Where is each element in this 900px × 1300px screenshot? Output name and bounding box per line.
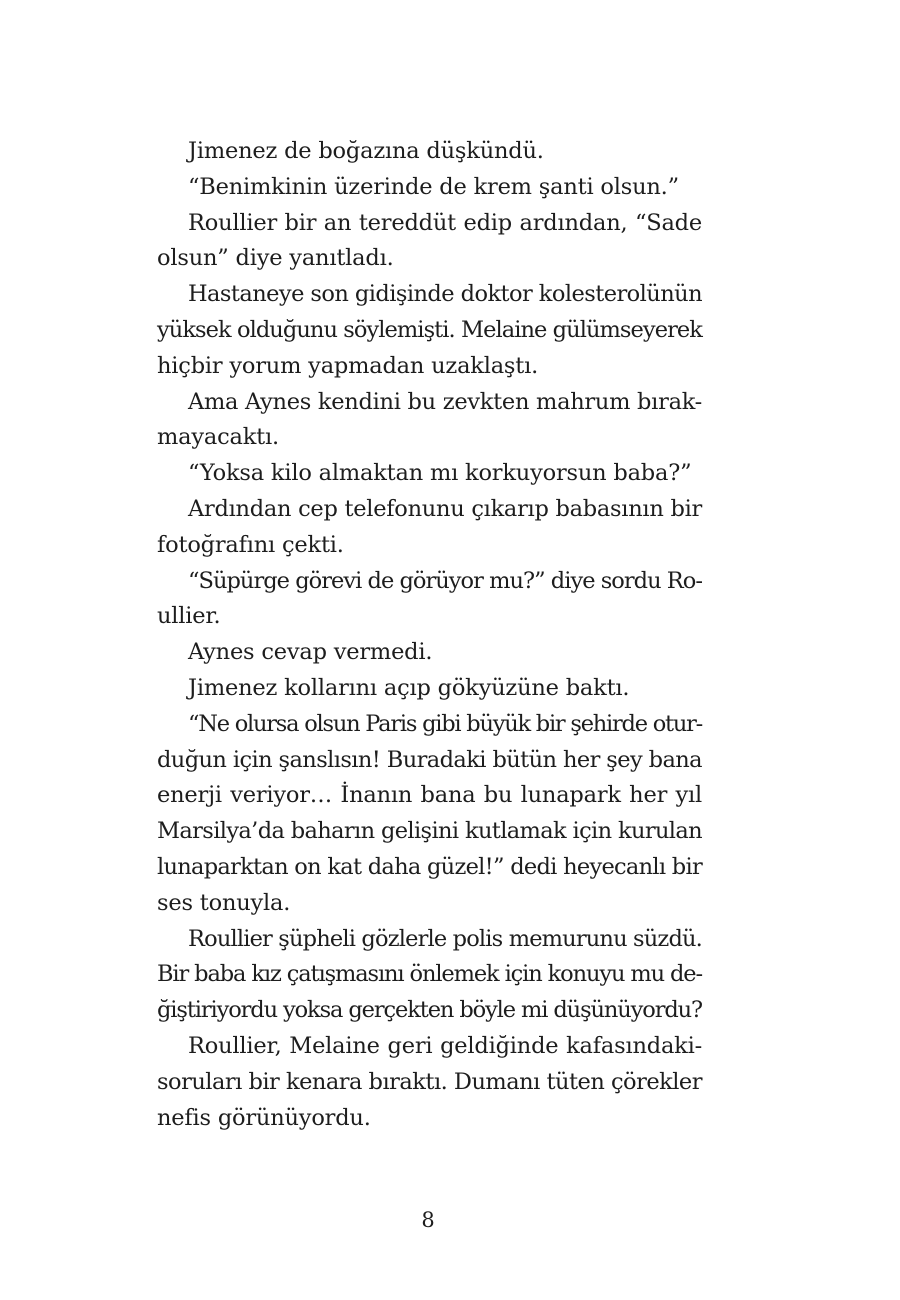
text-line: Ardından cep telefonunu çıkarıp babasının bir — [188, 495, 702, 522]
text-line: Ama Aynes kendini bu zevkten mahrum bırak- — [188, 388, 702, 415]
text-line: Hastaneye son gidişinde doktor kolesterolünün — [188, 281, 702, 308]
text-line: ullier. — [157, 603, 221, 630]
text-line: ses tonuyla. — [157, 889, 291, 916]
text-line: olsun” diye yanıtladı. — [157, 245, 394, 272]
text-line: duğun için şanslısın! Buradaki bütün her şey bana — [157, 746, 702, 773]
text-line: “Süpürge görevi de görüyor mu?” diye sordu Ro- — [188, 567, 702, 594]
text-line: enerji veriyor… İnanın bana bu lunapark her yıl — [157, 782, 702, 809]
text-line: yüksek olduğunu söylemişti. Melaine gülümseyerek — [157, 316, 702, 343]
text-line: ğiştiriyordu yoksa gerçekten böyle mi düşünüyordu? — [157, 997, 702, 1024]
text-line: Roullier, Melaine geri geldiğinde kafasındaki- — [188, 1032, 702, 1059]
text-line: “Ne olursa olsun Paris gibi büyük bir şehirde otur- — [188, 710, 702, 737]
text-line: soruları bir kenara bıraktı. Dumanı tüten çörekler — [157, 1068, 702, 1095]
text-line: Jimenez de boğazına düşkündü. — [188, 138, 544, 164]
page-number: 8 — [421, 1208, 435, 1232]
text-line: Roullier şüpheli gözlerle polis memurunu süzdü. — [188, 925, 702, 952]
text-line: fotoğrafını çekti. — [157, 531, 344, 558]
body-text — [157, 134, 702, 1136]
text-line: lunaparktan on kat daha güzel!” dedi heyecanlı bir — [157, 853, 702, 880]
text-line: “Yoksa kilo almaktan mı korkuyorsun baba?” — [188, 460, 692, 487]
text-line: Roullier bir an tereddüt edip ardından, “Sade — [188, 209, 702, 236]
text-line: “Benimkinin üzerinde de krem şanti olsun.” — [188, 173, 679, 200]
text-line: Bir baba kız çatışmasını önlemek için konuyu mu de- — [157, 961, 702, 988]
text-line: hiçbir yorum yapmadan uzaklaştı. — [157, 352, 539, 379]
text-line: Jimenez kollarını açıp gökyüzüne baktı. — [188, 674, 630, 701]
text-line: Aynes cevap vermedi. — [188, 639, 433, 666]
text-line: nefis görünüyordu. — [157, 1104, 371, 1131]
text-line: mayacaktı. — [157, 424, 279, 451]
text-line: Marsilya’da baharın gelişini kutlamak için kurulan — [157, 818, 702, 845]
